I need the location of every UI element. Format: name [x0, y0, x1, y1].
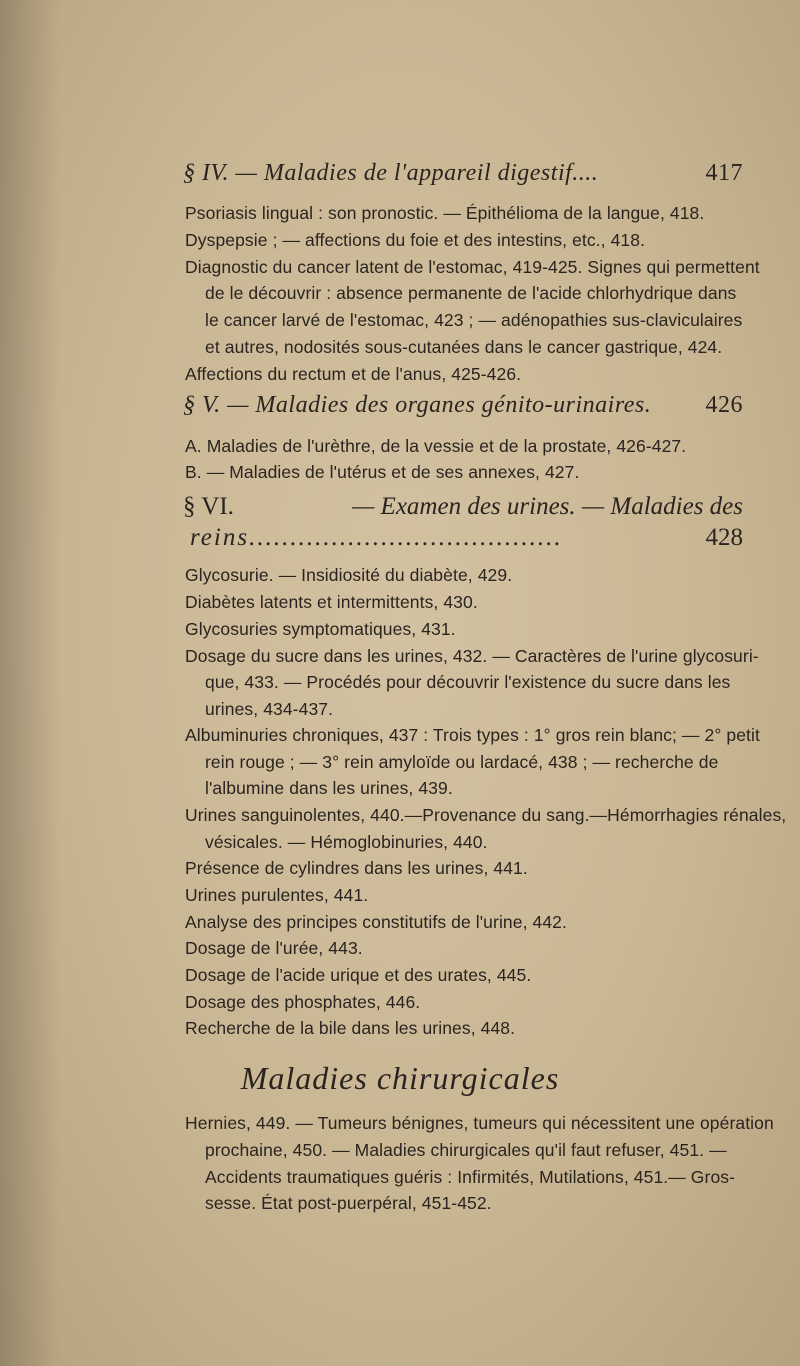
text-line: A. Maladies de l'urèthre, de la vessie et de la prostate, 426-427. — [185, 436, 687, 456]
text-line: que, 433. — Procédés pour découvrir l'existence du sucre dans les — [205, 672, 731, 692]
section-vi-page: 428 — [705, 524, 743, 551]
section-vi-title: — Examen des urines. — Maladies des — [352, 493, 743, 520]
text-line: et autres, nodosités sous-cutanées dans le cancer gastrique, 424. — [205, 337, 723, 357]
text-line: Dosage des phosphates, 446. — [185, 992, 421, 1012]
section-vi-heading-cont — [190, 524, 743, 552]
text-line: de le découvrir : absence permanente de l'acide chlorhydrique dans — [205, 283, 737, 303]
section-vi-heading — [183, 493, 743, 521]
section-iv-heading — [183, 160, 743, 187]
text-line: Affections du rectum et de l'anus, 425-426. — [185, 364, 522, 384]
surgical-heading: Maladies chirurgicales — [240, 1060, 560, 1096]
text-line: Glycosuries symptomatiques, 431. — [185, 619, 456, 639]
text-line: Dosage de l'urée, 443. — [185, 938, 363, 958]
text-line: Recherche de la bile dans les urines, 448. — [185, 1018, 516, 1038]
text-line: Urines sanguinolentes, 440.—Provenance du sang.—Hémorrhagies rénales, — [185, 805, 787, 825]
text-line: Glycosurie. — Insidiosité du diabète, 429. — [185, 565, 513, 585]
text-line: Diabètes latents et intermittents, 430. — [185, 592, 478, 612]
section-vi-title-cont: reins...................................... — [190, 524, 563, 551]
section-iv-page: 417 — [705, 160, 743, 186]
text-line: Dosage du sucre dans les urines, 432. — Caractères de l'urine glycosuri- — [185, 646, 759, 666]
text-line: le cancer larvé de l'estomac, 423 ; — adénopathies sus-claviculaires — [205, 310, 743, 330]
section-vi-number: § VI. — [183, 493, 234, 520]
text-line: l'albumine dans les urines, 439. — [205, 778, 453, 798]
section-v-title: § V. — Maladies des organes génito-urinaires. — [183, 392, 652, 418]
text-line: vésicales. — Hémoglobinuries, 440. — [205, 832, 488, 852]
text-line: sesse. État post-puerpéral, 451-452. — [205, 1193, 492, 1213]
text-line: Psoriasis lingual : son pronostic. — Épithélioma de la langue, 418. — [185, 203, 705, 223]
text-line: prochaine, 450. — Maladies chirurgicales qu'il faut refuser, 451. — — [205, 1140, 727, 1160]
text-line: Albuminuries chroniques, 437 : Trois types : 1° gros rein blanc; — 2° petit — [185, 725, 760, 745]
text-line: Diagnostic du cancer latent de l'estomac, 419-425. Signes qui permettent — [185, 257, 760, 277]
text-line: Présence de cylindres dans les urines, 441. — [185, 858, 528, 878]
text-line: rein rouge ; — 3° rein amyloïde ou lardacé, 438 ; — recherche de — [205, 752, 719, 772]
text-line: Accidents traumatiques guéris : Infirmités, Mutilations, 451.— Gros- — [205, 1167, 736, 1187]
text-line: urines, 434-437. — [205, 699, 334, 719]
text-line: B. — Maladies de l'utérus et de ses annexes, 427. — [185, 462, 580, 482]
text-line: Dyspepsie ; — affections du foie et des intestins, etc., 418. — [185, 230, 646, 250]
text-line: Hernies, 449. — Tumeurs bénignes, tumeurs qui nécessitent une opération — [185, 1113, 774, 1133]
text-line: Dosage de l'acide urique et des urates, 445. — [185, 965, 532, 985]
section-v-heading — [183, 392, 743, 419]
text-line: Urines purulentes, 441. — [185, 885, 369, 905]
text-line: Analyse des principes constitutifs de l'urine, 442. — [185, 912, 567, 932]
section-v-page: 426 — [705, 392, 743, 418]
section-iv-title: § IV. — Maladies de l'appareil digestif.... — [183, 160, 599, 186]
